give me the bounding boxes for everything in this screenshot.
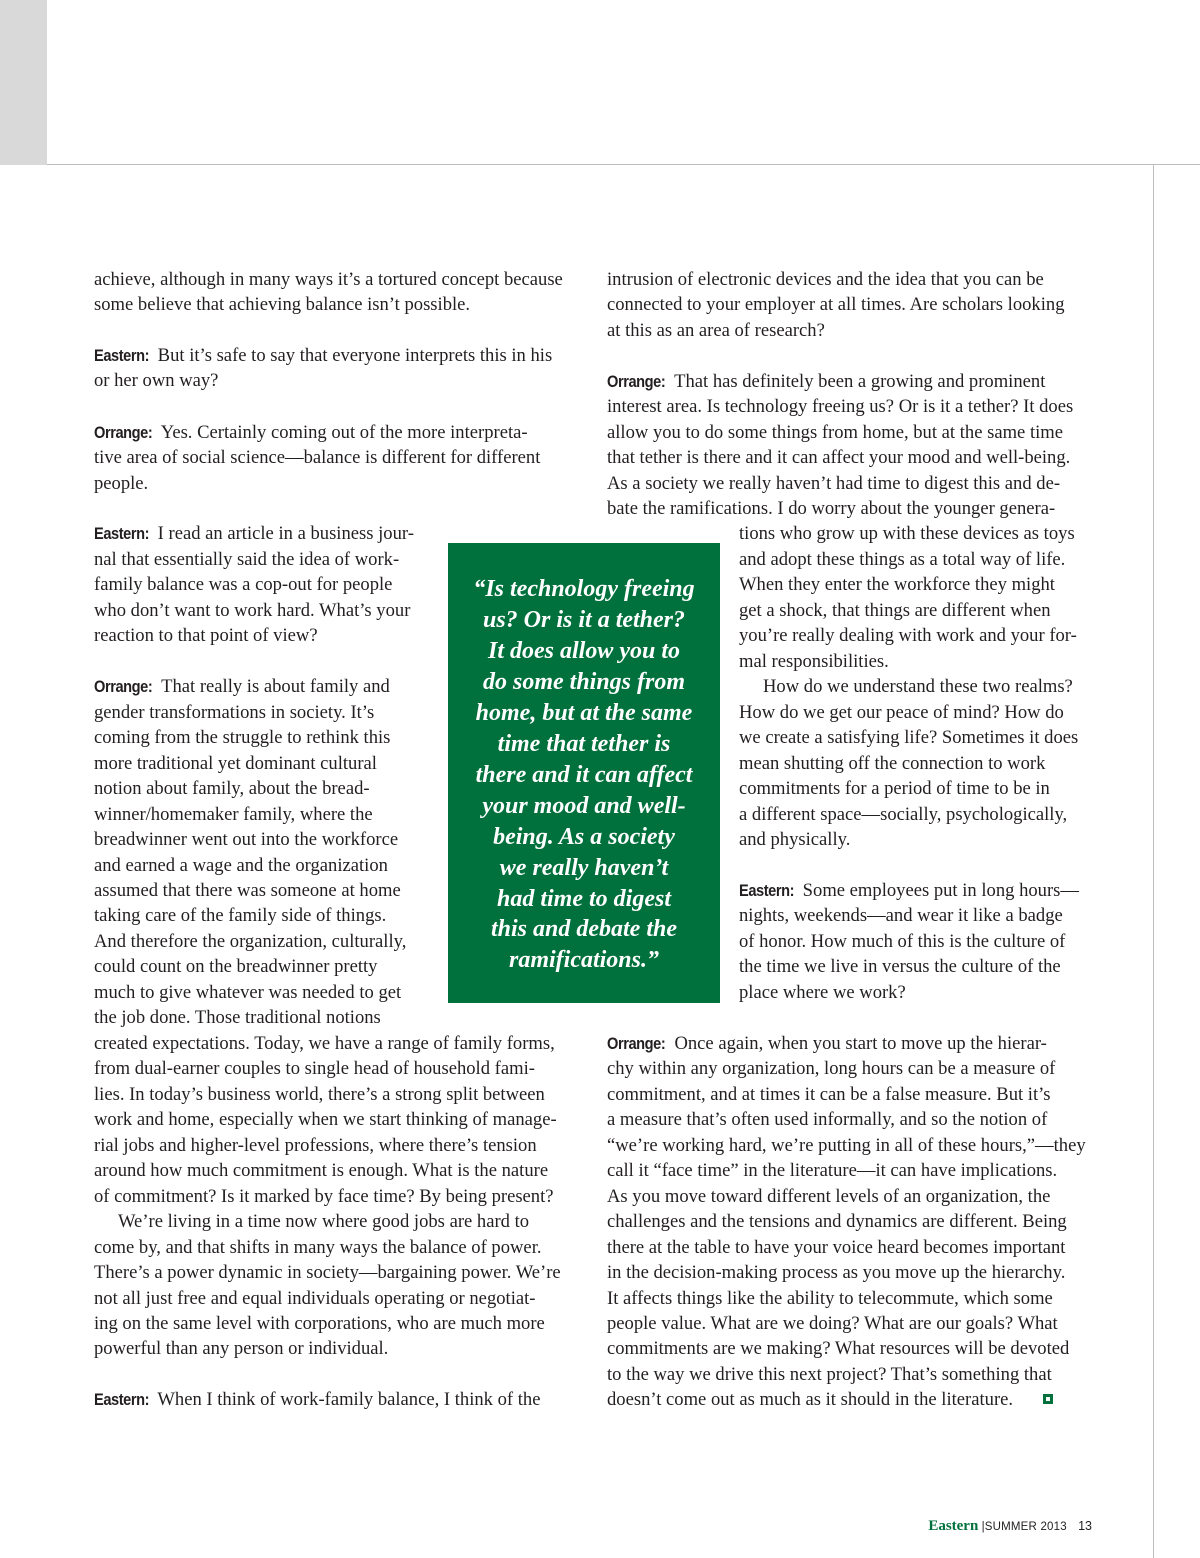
line-text: at this as an area of research? [607,320,825,341]
pull-quote-line: there and it can affect [475,762,693,788]
right_column-line [607,1158,1057,1184]
left_column-line [94,368,218,394]
right_column-line [739,878,1079,904]
line-text: come by, and that shifts in many ways the balance of power. [94,1237,542,1258]
right_column-line [607,445,1070,471]
pull-quote-line: we really haven’t [499,855,669,881]
right_column-line [607,1286,1053,1312]
right_column-line [607,318,825,344]
line-text: call it “face time” in the literature—it can have implications. [607,1160,1058,1181]
line-text: of commitment? Is it marked by face time? By being present? [94,1186,554,1207]
issue-label: |SUMMER 2013 [981,1521,1067,1533]
line-text: We’re living in a time now where good jobs are hard to [118,1211,530,1232]
line-text: get a shock, that things are different when [739,600,1051,621]
line-text: When I think of work-family balance, I think of the [153,1389,541,1410]
line-text: Once again, when you start to move up the hierar- [669,1033,1047,1054]
right_column-line [607,1133,1086,1159]
right_column-line [739,776,1050,802]
left_column-line [94,1286,535,1312]
right_column-line [607,1082,1051,1108]
pull-quote-line: ramifications.” [508,947,659,973]
pull-quote-line: It does allow you to [487,638,680,664]
line-text: taking care of the family side of things. [94,905,387,926]
speaker-label: Eastern: [94,1390,150,1409]
line-text: who don’t want to work hard. What’s your [94,600,411,621]
line-text: When they enter the workforce they might [739,574,1055,595]
line-text: tions who grow up with these devices as toys [739,523,1075,544]
pull-quote-line: do some things from [482,669,686,695]
line-text: Yes. Certainly coming out of the more interpreta- [156,422,528,443]
line-text: allow you to do some things from home, but at the same time [607,422,1063,443]
line-text: challenges and the tensions and dynamics are different. Being [607,1211,1067,1232]
line-text: ing on the same level with corporations, who are much more [94,1313,545,1334]
line-text: It affects things like the ability to telecommute, which some [607,1288,1053,1309]
line-text: you’re really dealing with work and your for- [739,625,1077,646]
line-text: interest area. Is technology freeing us? Or is it a tether? It does [607,396,1074,417]
line-text: And therefore the organization, culturally, [94,931,407,952]
right_column-line [739,521,1075,547]
left_column-line [94,725,390,751]
left_column-line [94,1235,542,1261]
left_column-line [94,267,563,293]
speaker-label: Orrange: [94,423,153,442]
left_column-line [94,1082,545,1108]
right_column-line [739,700,1064,726]
left_column-line [94,903,386,929]
right_column-line [607,369,1045,395]
left_column-line [94,700,374,726]
left_column-line [94,980,401,1006]
line-text: the time we live in versus the culture of the [739,956,1061,977]
pull-quote-line: “Is technology freeing [473,576,695,602]
pull-quote-line: had time to digest [497,886,671,912]
line-text: around how much commitment is enough. What is the nature [94,1160,549,1181]
left_column-line [94,1311,545,1337]
line-text: notion about family, about the bread- [94,778,370,799]
line-text: in the decision-making process as you move up the hierarchy. [607,1262,1066,1283]
right_column-line [607,1209,1067,1235]
issue-date: SUMMER 2013 [984,1521,1067,1533]
line-text: As a society we really haven’t had time to digest this and de- [607,473,1061,494]
left_column-line [118,1209,529,1235]
left_column-line [94,827,398,853]
left_column-line [94,954,377,980]
left_column-line [94,343,552,369]
line-text: people value. What are we doing? What are our goals? What [607,1313,1058,1334]
line-text: How do we get our peace of mind? How do [739,702,1064,723]
line-text: the job done. Those traditional notions [94,1007,381,1028]
right_column-line [607,1336,1069,1362]
line-text: nights, weekends—and wear it like a badge [739,905,1063,926]
pull-quote-line: this and debate the [490,916,677,942]
left_column-line [94,878,401,904]
right_column-line [739,980,906,1006]
line-text: nal that essentially said the idea of work- [94,549,400,570]
line-text: family balance was a cop-out for people [94,574,393,595]
right_column-line [739,802,1067,828]
pull-quote-line: us? Or is it a tether? [482,607,686,633]
right_column-line [739,751,1045,777]
left_column-line [94,802,373,828]
line-text: intrusion of electronic devices and the idea that you can be [607,269,1044,290]
right_column-line [607,1235,1065,1261]
speaker-label: Eastern: [94,346,150,365]
line-text: some believe that achieving balance isn’t possible. [94,294,471,315]
right_column-line [607,1107,1047,1133]
speaker-label: Eastern: [739,881,795,900]
left_column-line [94,853,388,879]
right_column-line [607,471,1060,497]
pull-quote-line: time that tether is [497,731,671,757]
line-text: How do we understand these two realms? [763,676,1073,697]
line-text: As you move toward different levels of an organization, the [607,1186,1051,1207]
line-text: we create a satisfying life? Sometimes it does [739,727,1079,748]
line-text: achieve, although in many ways it’s a tortured concept because [94,269,563,290]
line-text: chy within any organization, long hours can be a measure of [607,1058,1056,1079]
right_column-line [607,1031,1047,1057]
right_column-line [739,547,1065,573]
left_column-line [94,776,370,802]
line-text: commitments are we making? What resources will be devoted [607,1338,1070,1359]
line-text: of honor. How much of this is the culture of [739,931,1066,952]
page-number: 13 [1078,1519,1092,1533]
line-text: much to give whatever was needed to get [94,982,402,1003]
left_column-line [94,1031,555,1057]
line-text: work and home, especially when we start thinking of manage- [94,1109,557,1130]
speaker-label: Orrange: [607,372,666,391]
right_column-line [607,1311,1058,1337]
line-text: But it’s safe to say that everyone interprets this in his [153,345,553,366]
left_column-line [94,598,410,624]
right_column-line [739,929,1065,955]
line-text: a different space—socially, psychologically, [739,804,1068,825]
line-text: winner/homemaker family, where the [94,804,373,825]
line-text: from dual-earner couples to single head of household fami- [94,1058,535,1079]
left_column-line [94,292,470,318]
line-text: a measure that’s often used informally, and so the notion of [607,1109,1048,1130]
page-footer [928,1516,1092,1536]
line-text: and earned a wage and the organization [94,855,388,876]
right_column-line [607,1056,1055,1082]
right_column-line [607,1387,1013,1413]
line-text: commitment, and at times it can be a false measure. But it’s [607,1084,1051,1105]
pull-quote-line: your mood and well- [482,793,686,819]
left_column-line [94,1107,557,1133]
speaker-label: Eastern: [94,524,150,543]
line-text: I read an article in a business jour- [153,523,414,544]
line-text: and physically. [739,829,851,850]
right_column-line [607,1362,1052,1388]
left_column-line [94,1387,540,1413]
left_column-line [94,547,399,573]
line-text: That really is about family and [156,676,390,697]
line-text: reaction to that point of view? [94,625,318,646]
line-text: to the way we drive this next project? That’s something that [607,1364,1052,1385]
right_column-line [607,496,1055,522]
end-mark-icon [1043,1394,1053,1404]
right_column-line [763,674,1073,700]
line-text: place where we work? [739,982,906,1003]
line-text: mal responsibilities. [739,651,889,672]
left_column-line [94,1056,535,1082]
right_column-line [607,292,1065,318]
left_column-line [94,1260,561,1286]
line-text: that tether is there and it can affect your mood and well-being. [607,447,1071,468]
left_column-line [94,1158,548,1184]
magazine-name: Eastern [928,1518,979,1534]
left_column-line [94,445,540,471]
speaker-label: Orrange: [94,677,153,696]
right_column-line [739,572,1055,598]
line-text: mean shutting off the connection to work [739,753,1046,774]
right_column-line [739,903,1063,929]
right_column-line [607,420,1063,446]
line-text: doesn’t come out as much as it should in the literature. [607,1389,1014,1410]
line-text: coming from the struggle to rethink this [94,727,391,748]
line-text: not all just free and equal individuals operating or negotiat- [94,1288,536,1309]
right_column-line [739,623,1077,649]
line-text: There’s a power dynamic in society—bargaining power. We’re [94,1262,561,1283]
right_column-line [739,598,1051,624]
line-text: assumed that there was someone at home [94,880,401,901]
line-text: “we’re working hard, we’re putting in all of these hours,”—they [607,1135,1086,1156]
left_column-line [94,420,528,446]
line-text: lies. In today’s business world, there’s a strong split between [94,1084,545,1105]
line-text: That has definitely been a growing and prominent [669,371,1046,392]
line-text: commitments for a period of time to be in [739,778,1050,799]
line-text: created expectations. Today, we have a range of family forms, [94,1033,555,1054]
line-text: and adopt these things as a total way of life. [739,549,1066,570]
line-text: bate the ramifications. I do worry about the younger genera- [607,498,1056,519]
right_column-line [739,725,1078,751]
line-text: powerful than any person or individual. [94,1338,389,1359]
left_column-line [94,929,406,955]
right_column-line [607,267,1044,293]
margin-rule [1153,165,1154,1558]
left_column-line [94,1336,388,1362]
right_column-line [607,1260,1065,1286]
line-text: more traditional yet dominant cultural [94,753,377,774]
line-text: could count on the breadwinner pretty [94,956,378,977]
line-text: breadwinner went out into the workforce [94,829,399,850]
right_column-line [607,394,1073,420]
right_column-line [739,954,1061,980]
right_column-line [607,1184,1050,1210]
right_column-line [739,649,889,675]
line-text: people. [94,473,149,494]
header-rule [47,164,1200,165]
line-text: there at the table to have your voice heard becomes important [607,1237,1066,1258]
left_column-line [94,471,148,497]
page-edge-tab [0,0,47,165]
line-text: Some employees put in long hours— [798,880,1079,901]
line-text: rial jobs and higher-level professions, where there’s tension [94,1135,537,1156]
pull-quote-line: home, but at the same [475,700,693,726]
left_column-line [94,623,318,649]
right_column-line [739,827,850,853]
left_column-line [94,674,390,700]
left_column-line [94,572,392,598]
left_column-line [94,1133,537,1159]
speaker-label: Orrange: [607,1034,666,1053]
line-text: tive area of social science—balance is different for different [94,447,541,468]
pull-quote-line: being. As a society [493,824,675,850]
line-text: gender transformations in society. It’s [94,702,375,723]
left_column-line [94,521,414,547]
left_column-line [94,751,377,777]
left_column-line [94,1005,381,1031]
line-text: connected to your employer at all times. Are scholars looking [607,294,1065,315]
line-text: or her own way? [94,370,219,391]
left_column-line [94,1184,554,1210]
